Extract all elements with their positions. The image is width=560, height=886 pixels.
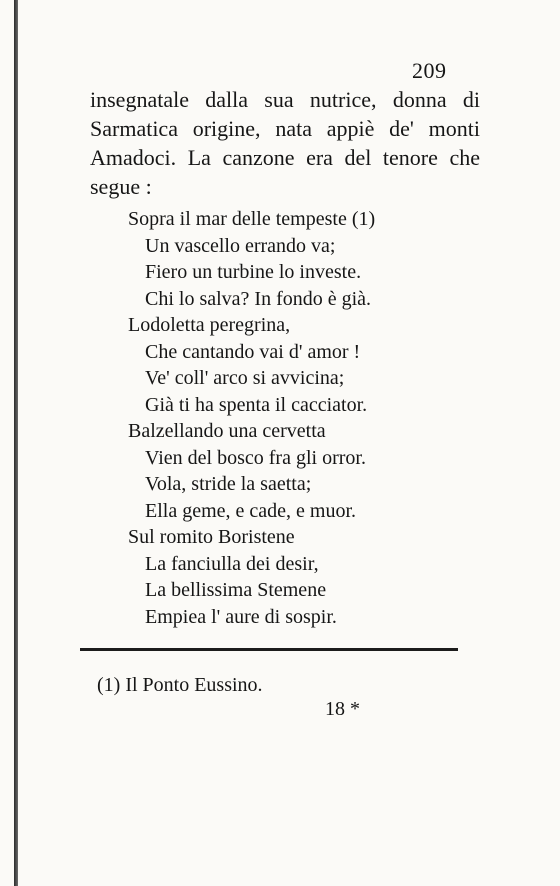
prose-line: Sarmatica origine, nata appiè de' monti <box>90 116 480 141</box>
prose-line: insegnatale dalla sua nutrice, donna di <box>90 87 480 112</box>
page-number: 209 <box>412 58 447 83</box>
verse-line: La bellissima Stemene <box>145 579 327 601</box>
footnote-rule <box>80 648 458 651</box>
signature-mark: 18 * <box>325 698 360 720</box>
verse-line: La fanciulla dei desir, <box>145 552 319 575</box>
page-left-edge <box>14 0 18 886</box>
verse-line: Lodoletta peregrina, <box>128 314 291 336</box>
verse-line: Ella geme, e cade, e muor. <box>145 499 357 522</box>
prose-line: segue : <box>90 174 152 199</box>
verse-line: Balzellando una cervetta <box>128 420 326 442</box>
verse-line: Già ti ha spenta il cacciator. <box>145 393 368 416</box>
verse-line: Vola, stride la saetta; <box>145 473 312 495</box>
footnote: (1) Il Ponto Eussino. <box>97 674 263 696</box>
verse-line: Sul romito Boristene <box>128 526 295 548</box>
song-verses <box>128 206 428 630</box>
verse-line: Un vascello errando va; <box>145 234 336 257</box>
verse-line: Che cantando vai d' amor ! <box>145 340 361 363</box>
prose-paragraph <box>90 85 480 201</box>
verse-line: Fiero un turbine lo investe. <box>145 261 362 283</box>
verse-line: Ve' coll' arco si avvicina; <box>145 367 345 389</box>
verse-line: Sopra il mar delle tempeste (1) <box>128 208 376 230</box>
prose-line: Amadoci. La canzone era del tenore che <box>90 145 480 170</box>
verse-line: Empiea l' aure di sospir. <box>145 605 337 628</box>
verse-line: Chi lo salva? In fondo è già. <box>145 287 372 310</box>
verse-line: Vien del bosco fra gli orror. <box>145 446 366 469</box>
